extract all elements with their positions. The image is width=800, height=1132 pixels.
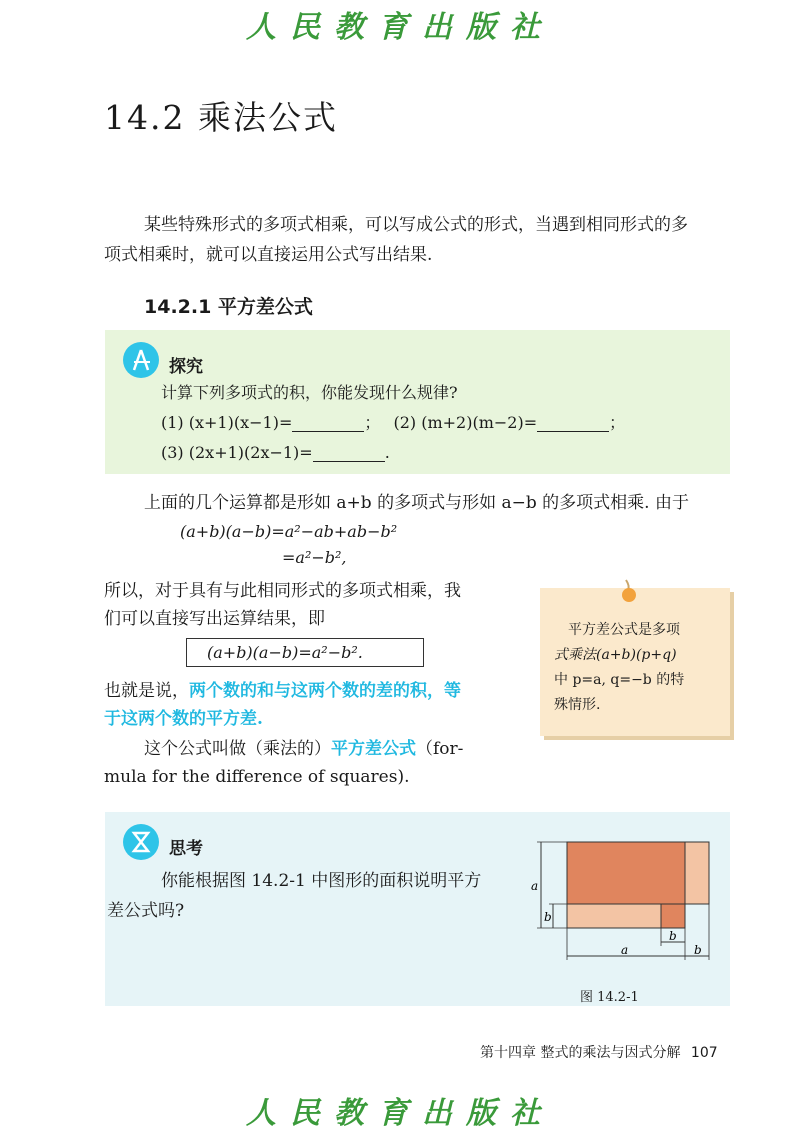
explore-item-2: (2) (m+2)(m−2)= [393,413,538,432]
think-badge [123,824,159,860]
body-line-6 [144,734,463,764]
explore-item-3: (3) (2x+1)(2x−1)= [161,443,313,462]
explore-row-1 [161,412,625,434]
side-note [540,588,730,736]
explore-label: 探究 [169,357,203,377]
body-line-4 [104,676,461,706]
label-a-horizontal: a [621,943,629,957]
boxed-formula-text: (a+b)(a−b)=a²−b². [207,643,363,662]
hourglass-icon [128,829,154,855]
explore-item-1-sep: ； [364,413,381,432]
definition-highlight-1: 两个数的和与这两个数的差的积，等 [189,681,461,701]
figure-top-rect [567,842,685,904]
body-line-4-plain: 也就是说， [104,681,189,701]
page-footer [480,1042,718,1062]
note-line-2: 式乘法(a+b)(p+q) [554,647,677,663]
label-a-vertical: a [531,879,539,893]
publisher-watermark-bottom: 人民教育出版社 [246,1096,554,1131]
page-number: 107 [690,1045,718,1061]
definition-highlight-2: 于这两个数的平方差. [104,709,263,729]
think-line-1: 你能根据图 14.2-1 中图形的面积说明平方 [161,871,482,891]
think-line-2: 差公式吗? [107,901,185,921]
body-line-1: 上面的几个运算都是形如 a+b 的多项式与形如 a−b 的多项式相乘. 由于 [144,493,689,513]
publisher-watermark-top: 人民教育出版社 [246,10,554,45]
explore-question: 计算下列多项式的积，你能发现什么规律? [161,383,458,402]
equation-1-lhs: (a+b)(a−b)= [180,522,285,541]
intro-line-1: 某些特殊形式的多项式相乘，可以写成公式的形式，当遇到相同形式的多 [144,215,688,235]
term-highlight: 平方差公式 [331,739,416,759]
label-b-inner: b [669,929,677,943]
body-line-3: 们可以直接写出运算结果，即 [104,609,325,629]
think-label: 思考 [169,839,203,859]
figure-bottom-strip [567,904,661,928]
body-line-6-tail: （for- [416,739,464,759]
figure-small-square [661,904,685,928]
explore-row-2 [161,442,390,464]
area-figure [525,834,725,980]
section-title: 14.2 乘法公式 [104,98,338,137]
body-line-6-plain: 这个公式叫做（乘法的） [144,739,331,759]
intro-line-2: 项式相乘时，就可以直接运用公式写出结果. [104,245,433,265]
note-line-4: 殊情形. [554,697,601,713]
explore-item-3-end: . [384,443,390,462]
explore-badge [123,342,159,378]
pin-icon [616,578,642,604]
answer-blank-3[interactable] [313,445,385,462]
body-line-2: 所以，对于具有与此相同形式的多项式相乘，我 [104,581,461,601]
answer-blank-1[interactable] [292,415,364,432]
equation-line-2: =a²−b², [282,548,347,567]
note-line-3: 中 p=a, q=−b 的特 [554,672,685,688]
label-b-vertical: b [544,910,552,924]
equation-1-rhs: a²−ab+ab−b² [284,522,398,541]
note-line-1: 平方差公式是多项 [568,622,680,638]
answer-blank-2[interactable] [537,415,609,432]
label-b-outer: b [694,943,702,957]
equation-line-1 [180,522,397,541]
chapter-title: 第十四章 整式的乘法与因式分解 [480,1045,681,1061]
explore-box [105,330,730,474]
think-box [105,812,730,1006]
explore-item-2-sep: ； [609,413,626,432]
boxed-formula [186,638,424,667]
figure-right-strip [685,842,709,904]
explore-item-1: (1) (x+1)(x−1)= [161,413,293,432]
compass-icon [128,347,154,373]
subsection-title: 14.2.1 平方差公式 [144,296,313,318]
figure-caption: 图 14.2-1 [580,990,639,1005]
body-line-7: mula for the difference of squares). [104,767,410,787]
